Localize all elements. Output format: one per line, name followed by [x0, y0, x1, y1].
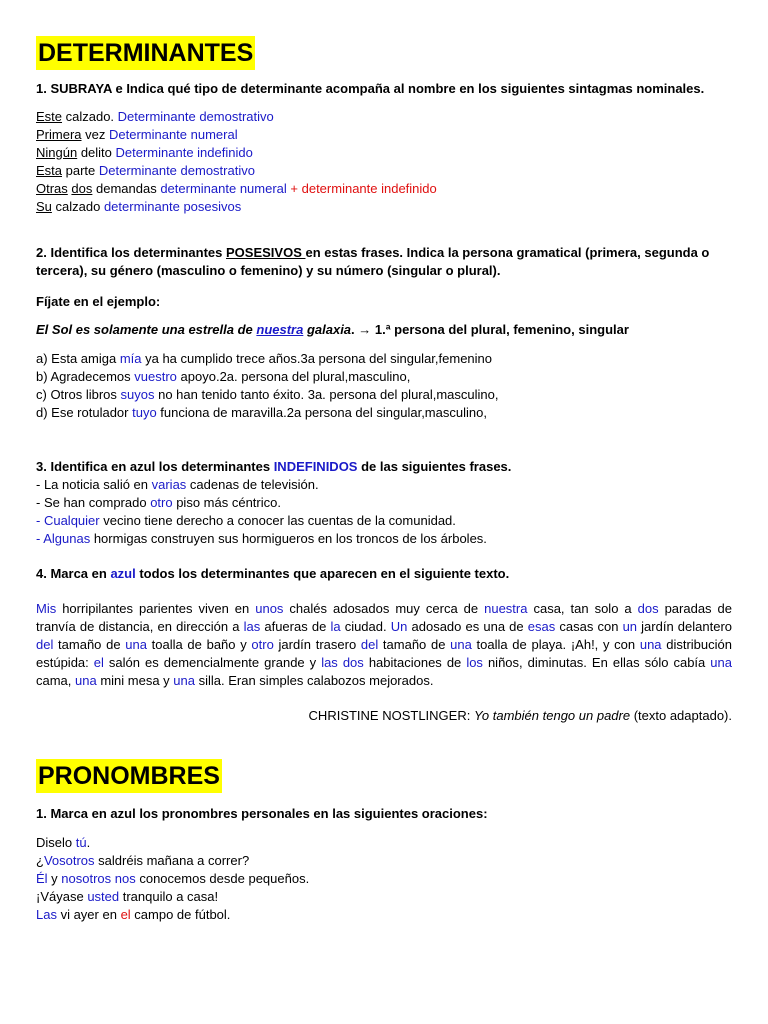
ex1-item: Ningún delito Determinante indefinido — [36, 145, 253, 160]
highlighted-word: Él — [36, 871, 48, 886]
text-run: salón es demencialmente grande y — [103, 655, 322, 670]
highlighted-word: Mis — [36, 601, 57, 616]
ex3-item: - La noticia salió en varias cadenas de televisión. — [36, 477, 319, 492]
highlighted-word: del — [360, 637, 379, 652]
highlighted-word: una — [75, 673, 97, 688]
ex2-fijate: Fíjate en el ejemplo: — [36, 294, 161, 309]
text-run: y — [47, 871, 62, 886]
highlighted-word: esas — [527, 619, 556, 634]
text-run: saldréis mañana a correr? — [94, 853, 250, 868]
highlighted-word: del — [36, 637, 54, 652]
pron-ex1-list — [36, 834, 732, 924]
text-run: toalla de baño y — [146, 637, 252, 652]
ex3-item: - Se han comprado otro piso más céntrico. — [36, 495, 281, 510]
highlighted-word: unos — [255, 601, 284, 616]
ex3-list — [36, 476, 732, 548]
highlighted-word: las dos — [321, 655, 364, 670]
ex1-instruction: 1. SUBRAYA e Indica qué tipo de determinante acompaña al nombre en los siguientes sintagmas nominales. — [36, 81, 705, 96]
text-run: . — [86, 835, 91, 850]
text-run: toalla de playa. ¡Ah!, y con — [471, 637, 640, 652]
highlighted-word: Las — [36, 907, 57, 922]
pron-item — [36, 834, 732, 852]
highlighted-word: las — [243, 619, 261, 634]
highlighted-word: una — [173, 673, 195, 688]
text-run: cama, — [36, 673, 76, 688]
highlighted-word: una — [125, 637, 147, 652]
ex4-instruction: 4. Marca en azul todos los determinantes que aparecen en el siguiente texto. — [36, 566, 510, 581]
section-title-pronombres: PRONOMBRES — [36, 759, 222, 793]
text-run: campo de fútbol. — [130, 907, 231, 922]
ex1-item: Otras dos demandas determinante numeral + determinante indefinido — [36, 181, 437, 196]
highlighted-word: nuestra — [484, 601, 528, 616]
highlighted-word: una — [639, 637, 662, 652]
highlighted-word: la — [330, 619, 341, 634]
ex2-item: c) Otros libros suyos no han tenido tanto éxito. 3a. persona del plural,masculino, — [36, 387, 499, 402]
text-run: chalés adosados muy cerca de — [283, 601, 485, 616]
section-title-determinantes: DETERMINANTES — [36, 36, 255, 70]
text-run: tamaño de — [53, 637, 126, 652]
highlighted-word: Un — [390, 619, 408, 634]
text-run: horripilantes parientes viven en — [56, 601, 256, 616]
text-run: afueras de — [260, 619, 331, 634]
text-run: adosado es una de — [407, 619, 528, 634]
text-run: mini mesa y — [96, 673, 174, 688]
ex3-item: - Cualquier vecino tiene derecho a conocer las cuentas de la comunidad. — [36, 513, 456, 528]
highlighted-word: los — [466, 655, 483, 670]
highlighted-word: una — [450, 637, 472, 652]
text-run: ¿ — [36, 853, 44, 868]
text-run: casa, tan solo a — [527, 601, 638, 616]
text-run: casas con — [555, 619, 623, 634]
pron-item — [36, 870, 732, 888]
ex2-item: b) Agradecemos vuestro apoyo.2a. persona del plural,masculino, — [36, 369, 411, 384]
highlighted-word: usted — [87, 889, 120, 904]
text-run: ¡Váyase — [36, 889, 88, 904]
text-run: habitaciones de — [363, 655, 467, 670]
highlighted-word: el — [120, 907, 131, 922]
ex3-instruction: 3. Identifica en azul los determinantes INDEFINIDOS de las siguientes frases. — [36, 459, 512, 474]
text-run: jardín trasero — [273, 637, 361, 652]
ex3-item: - Algunas hormigas construyen sus hormigueros en los troncos de los árboles. — [36, 531, 487, 546]
text-run: jardín delantero — [637, 619, 733, 634]
text-run: distribución estúpida: — [36, 637, 732, 670]
text-run: ciudad. — [340, 619, 391, 634]
highlighted-word: el — [93, 655, 104, 670]
text-run: Diselo — [36, 835, 76, 850]
ex2-item: a) Esta amiga mía ya ha cumplido trece años.3a persona del singular,femenino — [36, 351, 492, 366]
text-run: niños, diminutas. En ellas sólo cabía — [482, 655, 711, 670]
ex1-list — [36, 108, 732, 216]
pron-item — [36, 852, 732, 870]
highlighted-word: Vosotros — [43, 853, 95, 868]
text-run: paradas de tranvía de distancia, en dirección a — [36, 601, 732, 634]
text-run: tamaño de — [378, 637, 451, 652]
text-run: silla. Eran simples calabozos mejorados. — [195, 673, 434, 688]
text-run: conocemos desde pequeños. — [135, 871, 310, 886]
pron-item — [36, 888, 732, 906]
ex2-instruction: 2. Identifica los determinantes POSESIVOS en estas frases. Indica la persona gramatical (primera, segunda o tercera), su género (masculino o femenino) y su número (singular o plural). — [36, 245, 710, 278]
text-run: tranquilo a casa! — [119, 889, 219, 904]
ex1-item: Su calzado determinante posesivos — [36, 199, 242, 214]
ex2-list — [36, 350, 732, 422]
highlighted-word: un — [622, 619, 638, 634]
ex2-item: d) Ese rotulador tuyo funciona de maravilla.2a persona del singular,masculino, — [36, 405, 487, 420]
highlighted-word: dos — [637, 601, 659, 616]
ex4-citation: CHRISTINE NOSTLINGER: Yo también tengo un padre (texto adaptado). — [308, 708, 732, 723]
highlighted-word: otro — [251, 637, 274, 652]
text-run: vi ayer en — [56, 907, 121, 922]
ex2-example: El Sol es solamente una estrella de nuestra galaxia. → 1.ª persona del plural, femenino, singular — [36, 322, 629, 337]
ex4-passage — [36, 600, 732, 690]
ex1-item: Este calzado. Determinante demostrativo — [36, 109, 274, 124]
pron-item — [36, 906, 732, 924]
highlighted-word: tú — [75, 835, 87, 850]
ex1-item: Esta parte Determinante demostrativo — [36, 163, 255, 178]
highlighted-word: nosotros nos — [61, 871, 136, 886]
ex1-item: Primera vez Determinante numeral — [36, 127, 238, 142]
highlighted-word: una — [710, 655, 732, 670]
pron-ex1-instruction: 1. Marca en azul los pronombres personales en las siguientes oraciones: — [36, 806, 488, 821]
